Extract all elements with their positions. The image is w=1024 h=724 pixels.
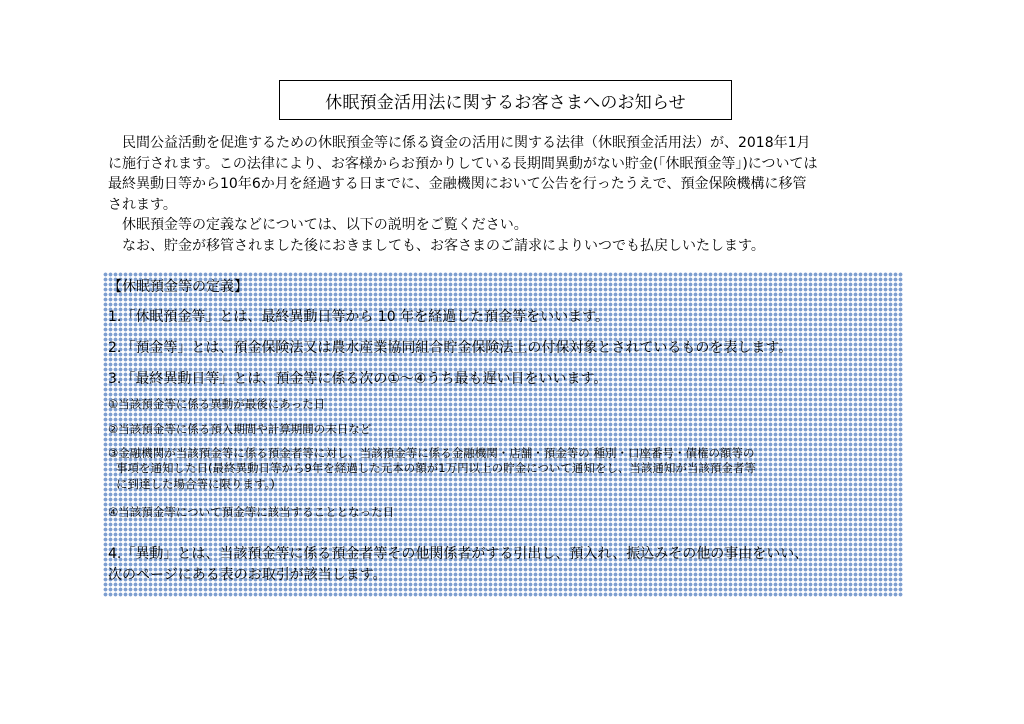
intro-line: されます。 — [108, 196, 177, 213]
intro-paragraph — [108, 133, 920, 256]
definition-item-1: 1.「休眠預金等」とは、最終異動日等から 10 年を経過した預金等をいいます。 — [108, 309, 609, 325]
definition-sub-item-3-line-3: に到達した場合等に限ります。) — [116, 477, 275, 491]
definition-sub-item-3-line-1: ③金融機関が当該預金等に係る預金者等に対し、当該預金等に係る金融機関・店舗・預金等の 種別・口座番号・債権の額等の — [108, 446, 755, 460]
definition-item-2: 2.「預金等」とは、預金保険法又は農水産業協同組合貯金保険法上の付保対象とされているものを表します。 — [108, 340, 793, 356]
definition-sub-item-2: ②当該預金等に係る預入期間や計算期間の末日など — [108, 422, 372, 436]
intro-line: 休眠預金等の定義などについては、以下の説明をご覧ください。 — [108, 217, 528, 233]
definition-sub-item-1: ①当該預金等に係る異動が最後にあった日 — [108, 397, 326, 411]
definition-sub-item-3-line-2: 事項を通知した日(最終異動日等から9年を経過した元本の額が1万円以上の貯金について通知をし、当該通知が当該預金者等 — [116, 461, 756, 475]
definition-item-4-line-2: 次のページにある表のお取引が該当します。 — [108, 567, 387, 583]
intro-line: に施行されます。この法律により、お客様からお預かりしている長期間異動がない貯金(「休眠預金等」)については — [108, 155, 818, 172]
intro-line: 民間公益活動を促進するための休眠預金等に係る資金の活用に関する法律（休眠預金活用法）が、2018年1月 — [108, 135, 811, 151]
notice-title: 休眠預金活用法に関するお客さまへのお知らせ — [279, 80, 732, 120]
definition-heading: 【休眠預金等の定義】 — [108, 279, 248, 295]
intro-line: 最終異動日等から10年6か月を経過する日までに、金融機関において公告を行ったうえで、預金保険機構に移管 — [108, 176, 807, 192]
intro-line: なお、貯金が移管されました後におきましても、お客さまのご請求によりいつでも払戻しいたします。 — [108, 237, 765, 254]
definition-item-3: 3.「最終異動日等」とは、預金等に係る次の①～④うち最も遅い日をいいます。 — [108, 371, 608, 387]
definition-sub-item-4: ④当該預金等について預金等に該当することとなった日 — [108, 505, 395, 519]
definition-item-4-line-1: 4.「異動」とは、当該預金等に係る預金者等その他関係者がする引出し、預入れ、振込みその他の事由をいい、 — [108, 546, 809, 562]
